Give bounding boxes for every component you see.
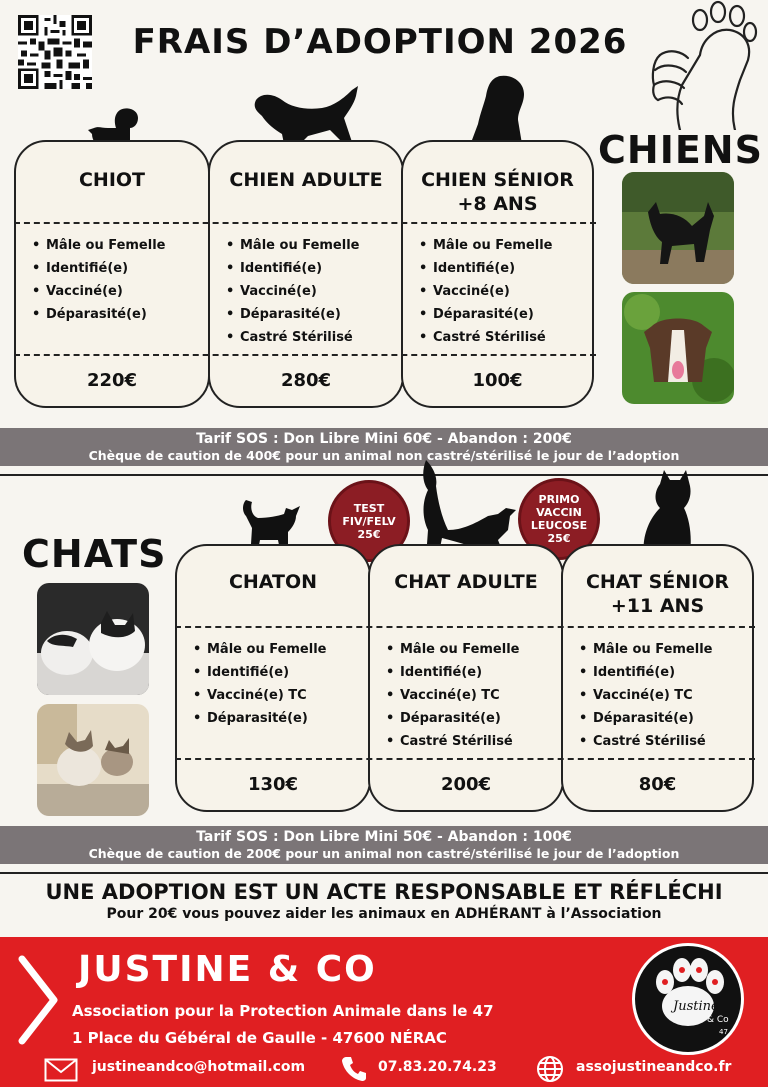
list-item: • Castré Stérilisé — [240, 326, 402, 349]
list-item: • Castré Stérilisé — [400, 730, 562, 753]
paw-logo-icon — [635, 946, 741, 1052]
list-item: • Vacciné(e) TC — [207, 684, 369, 707]
badge-line: TEST — [353, 501, 385, 515]
deposit-text: Chèque de caution de 200€ pour un animal non castré/stérilisé le jour de l’adoption — [88, 846, 680, 861]
card-features — [16, 234, 208, 326]
website-link[interactable]: assojustineandco.fr — [576, 1059, 732, 1075]
card-title: CHIOT — [78, 169, 146, 191]
card-price: 130€ — [247, 774, 299, 795]
list-item: • Identifié(e) — [207, 661, 369, 684]
list-item: • Mâle ou Femelle — [240, 234, 402, 257]
footer — [0, 937, 768, 1087]
badge-line: FIV/FELV — [342, 514, 396, 528]
card-features — [210, 234, 402, 349]
sos-tariff-text: Tarif SOS : Don Libre Mini 50€ - Abandon : 100€ — [196, 829, 572, 845]
dogs-pricing-band — [0, 428, 768, 466]
list-item: • Identifié(e) — [46, 257, 208, 280]
dog-card-senior — [401, 140, 594, 408]
badge-line: 25€ — [547, 532, 571, 545]
card-title: CHATON — [228, 571, 318, 593]
card-features — [177, 638, 369, 730]
divider — [14, 222, 596, 224]
badge-line: VACCIN — [536, 506, 582, 519]
page-title: FRAIS D’ADOPTION 2026 — [132, 22, 628, 62]
card-subtitle: +11 ANS — [610, 595, 705, 617]
list-item: • Déparasité(e) — [400, 707, 562, 730]
cat-photo-2 — [37, 704, 149, 816]
card-price: 200€ — [440, 774, 492, 795]
list-item: • Mâle ou Femelle — [593, 638, 752, 661]
list-item: • Déparasité(e) — [593, 707, 752, 730]
association-name: JUSTINE & CO — [78, 949, 377, 990]
divider — [0, 872, 768, 874]
list-item: • Identifié(e) — [400, 661, 562, 684]
list-item: • Vacciné(e) — [46, 280, 208, 303]
list-item: • Déparasité(e) — [46, 303, 208, 326]
list-item: • Déparasité(e) — [433, 303, 592, 326]
slogan-subtitle: Pour 20€ vous pouvez aider les animaux en ADHÉRANT à l’Association — [106, 906, 662, 922]
badge-line: 25€ — [357, 527, 381, 541]
card-title: CHAT SÉNIOR — [585, 571, 730, 593]
phone-icon — [342, 1055, 366, 1081]
slogan-title: UNE ADOPTION EST UN ACTE RESPONSABLE ET RÉFLÉCHI — [45, 880, 723, 904]
qr-code-icon[interactable] — [18, 15, 92, 89]
cat-card-adult — [368, 544, 564, 812]
card-title: CHIEN ADULTE — [229, 169, 383, 191]
list-item: • Vacciné(e) — [433, 280, 592, 303]
logo-name-text: Justine — [673, 999, 719, 1014]
list-item: • Vacciné(e) TC — [593, 684, 752, 707]
list-item: • Identifié(e) — [240, 257, 402, 280]
divider — [175, 758, 755, 760]
globe-icon — [536, 1055, 564, 1083]
badge-line: PRIMO — [538, 493, 580, 506]
dog-card-puppy — [14, 140, 210, 408]
cat-card-kitten — [175, 544, 371, 812]
list-item: • Castré Stérilisé — [593, 730, 752, 753]
card-subtitle: +8 ANS — [457, 193, 538, 215]
card-title: CHAT ADULTE — [394, 571, 538, 593]
cats-pricing-band — [0, 826, 768, 864]
email-link[interactable]: justineandco@hotmail.com — [92, 1059, 306, 1075]
list-item: • Mâle ou Femelle — [46, 234, 208, 257]
list-item: • Déparasité(e) — [207, 707, 369, 730]
dog-card-adult — [208, 140, 404, 408]
association-address: 1 Place du Gébéral de Gaulle - 47600 NÉRAC — [72, 1029, 447, 1047]
card-features — [403, 234, 592, 349]
dogs-section-title: CHIENS — [598, 128, 763, 172]
card-title: CHIEN SÉNIOR — [421, 169, 574, 191]
list-item: • Vacciné(e) TC — [400, 684, 562, 707]
card-features — [370, 638, 562, 753]
dog-photo-2 — [622, 292, 734, 404]
dog-photo-1 — [622, 172, 734, 284]
card-features — [563, 638, 752, 753]
paw-hand-icon — [640, 0, 760, 130]
deposit-text: Chèque de caution de 400€ pour un animal non castré/stérilisé le jour de l’adoption — [88, 448, 680, 463]
list-item: • Vacciné(e) — [240, 280, 402, 303]
chevron-right-icon — [16, 955, 60, 1045]
list-item: • Mâle ou Femelle — [400, 638, 562, 661]
list-item: • Mâle ou Femelle — [207, 638, 369, 661]
card-price: 280€ — [280, 370, 332, 391]
cat-photo-1 — [37, 583, 149, 695]
association-logo — [632, 943, 744, 1055]
logo-suffix-text: & Co — [707, 1015, 729, 1025]
divider — [175, 626, 755, 628]
badge-line: LEUCOSE — [530, 519, 588, 532]
card-price: 220€ — [86, 370, 138, 391]
email-icon — [44, 1058, 78, 1082]
association-description: Association pour la Protection Animale dans le 47 — [72, 1002, 494, 1020]
list-item: • Castré Stérilisé — [433, 326, 592, 349]
phone-link[interactable]: 07.83.20.74.23 — [378, 1059, 497, 1075]
list-item: • Déparasité(e) — [240, 303, 402, 326]
list-item: • Identifié(e) — [593, 661, 752, 684]
sos-tariff-text: Tarif SOS : Don Libre Mini 60€ - Abandon : 200€ — [196, 431, 572, 447]
list-item: • Identifié(e) — [433, 257, 592, 280]
logo-number-text: 47 — [719, 1028, 728, 1036]
cats-section-title: CHATS — [22, 532, 167, 576]
cat-card-senior — [561, 544, 754, 812]
card-price: 80€ — [638, 774, 677, 795]
divider — [14, 354, 596, 356]
card-price: 100€ — [472, 370, 523, 391]
list-item: • Mâle ou Femelle — [433, 234, 592, 257]
